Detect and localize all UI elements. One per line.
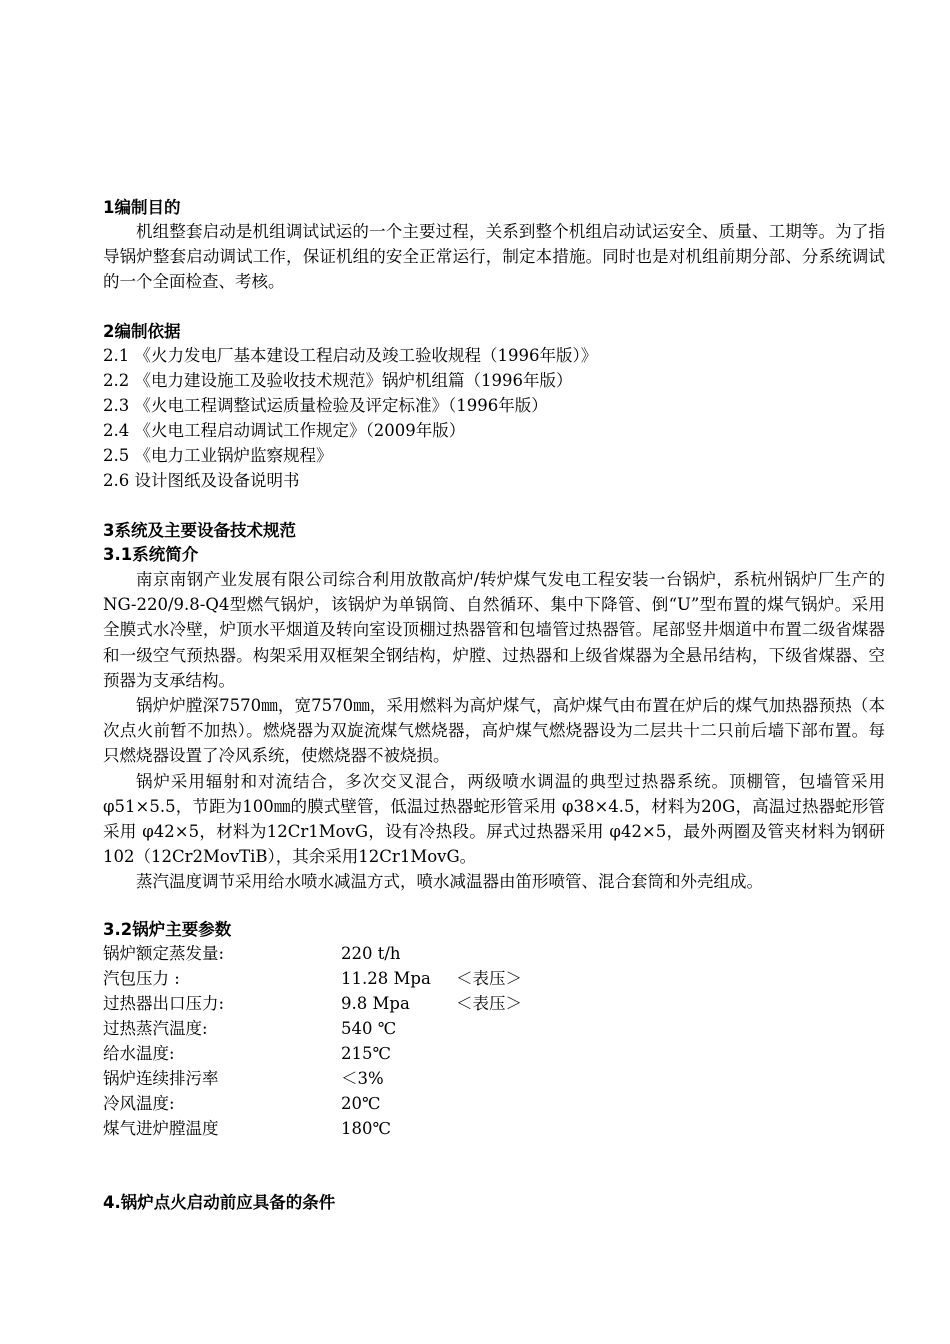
reference-item: 2.3 《火电工程调整试运质量检验及评定标准》（1996年版） <box>103 396 548 415</box>
param-name: 过热蒸汽温度: <box>103 1019 208 1038</box>
boiler-parameters <box>103 941 703 1141</box>
section-1-paragraph: 机组整套启动是机组调试试运的一个主要过程，关系到整个机组启动试运安全、质量、工期等。为了指导锅炉整套启动调试工作，保证机组的安全正常运行，制定本措施。同时也是对机组前期分部、分系统调试的一个全面检查、考核。 <box>103 222 885 292</box>
reference-item: 2.2 《电力建设施工及验收技术规范》锅炉机组篇（1996年版） <box>103 371 573 390</box>
reference-item: 2.6 设计图纸及设备说明书 <box>103 471 300 490</box>
param-value: 215℃ <box>341 1044 391 1063</box>
section-3-heading: 3系统及主要设备技术规范 <box>103 521 296 540</box>
system-paragraph-3: 锅炉采用辐射和对流结合，多次交叉混合，两级喷水调温的典型过热器系统。顶棚管，包墙管采用 φ51×5.5，节距为100㎜的膜式壁管，低温过热器蛇形管采用 φ38×4.5，材料为20G，高温过热器蛇形管采用 φ42×5，材料为12Cr1MovG，设有冷热段。屏式过热器采用 φ42×5，最外两圈及管夹材料为钢研102（12Cr2MovTiB），其余采用12Cr1MovG。 <box>103 771 885 867</box>
param-value: ＜3% <box>341 1069 384 1088</box>
param-name: 锅炉额定蒸发量: <box>103 944 225 963</box>
reference-list <box>103 343 597 493</box>
reference-item: 2.1 《火力发电厂基本建设工程启动及竣工验收规程（1996年版）》 <box>103 346 598 365</box>
section-3-1-heading: 3.1系统简介 <box>103 545 199 564</box>
param-value: 220 t/h <box>341 944 401 963</box>
param-row <box>103 991 703 1016</box>
param-row <box>103 966 703 991</box>
param-value: 540 ℃ <box>341 1019 397 1038</box>
param-name: 冷风温度: <box>103 1094 175 1113</box>
param-row <box>103 1016 703 1041</box>
reference-item: 2.5 《电力工业锅炉监察规程》 <box>103 446 333 465</box>
system-paragraph-2: 锅炉炉膛深7570㎜，宽7570㎜，采用燃料为高炉煤气，高炉煤气由布置在炉后的煤气加热器预热（本次点火前暂不加热）。燃烧器为双旋流煤气燃烧器，高炉煤气燃烧器设为二层共十二只前后墙下部布置。每只燃烧器设置了冷风系统，使燃烧器不被烧损。 <box>103 696 885 766</box>
section-2-heading: 2编制依据 <box>103 322 181 341</box>
param-value: 20℃ <box>341 1094 381 1113</box>
section-1-heading: 1编制目的 <box>103 198 181 217</box>
param-note: ＜表压＞ <box>456 994 522 1013</box>
system-paragraph-1: 南京南钢产业发展有限公司综合利用放散高炉/转炉煤气发电工程安装一台锅炉，系杭州锅炉厂生产的NG-220/9.8-Q4型燃气锅炉，该锅炉为单锅筒、自然循环、集中下降管、倒“U”型布置的煤气锅炉。采用全膜式水冷壁，炉顶水平烟道及转向室设顶棚过热器管和包墙管过热器管。尾部竖井烟道中布置二级省煤器和一级空气预热器。构架采用双框架全钢结构，炉膛、过热器和上级省煤器为全悬吊结构，下级省煤器、空预器为支承结构。 <box>103 570 885 690</box>
param-name: 汽包压力 : <box>103 969 180 988</box>
param-row <box>103 1091 703 1116</box>
param-value: 11.28 Mpa <box>341 969 431 988</box>
param-value: 9.8 Mpa <box>341 994 410 1013</box>
system-description <box>103 567 885 895</box>
param-note: ＜表压＞ <box>456 969 522 988</box>
param-name: 锅炉连续排污率 <box>103 1069 219 1088</box>
param-name: 煤气进炉膛温度 <box>103 1119 219 1138</box>
param-name: 给水温度: <box>103 1044 175 1063</box>
param-row <box>103 941 703 966</box>
param-row <box>103 1066 703 1091</box>
param-row <box>103 1116 703 1141</box>
param-row <box>103 1041 703 1066</box>
system-paragraph-4: 蒸汽温度调节采用给水喷水减温方式，喷水减温器由笛形喷管、混合套筒和外壳组成。 <box>136 872 763 892</box>
param-value: 180℃ <box>341 1119 391 1138</box>
section-3-2-heading: 3.2锅炉主要参数 <box>103 920 232 939</box>
section-4-heading: 4.锅炉点火启动前应具备的条件 <box>103 1193 336 1212</box>
param-name: 过热器出口压力: <box>103 994 225 1013</box>
reference-item: 2.4 《火电工程启动调试工作规定》（2009年版） <box>103 421 466 440</box>
section-1-body <box>103 219 885 295</box>
